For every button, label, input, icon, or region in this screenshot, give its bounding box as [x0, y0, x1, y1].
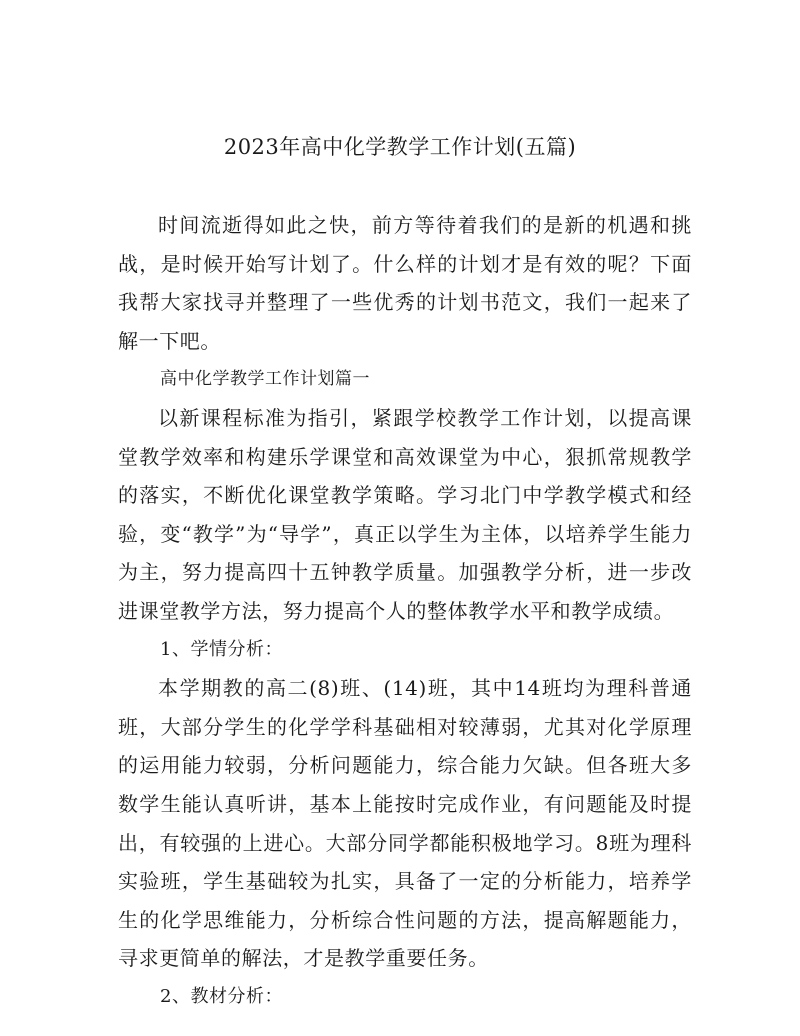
section-1-heading: 1、学情分析： [160, 638, 283, 660]
intro-paragraph: 时间流逝得如此之快，前方等待着我们的是新的机遇和挑战，是时候开始写计划了。什么样的计划才是有效的呢？下面我帮大家找寻并整理了一些优秀的计划书范文，我们一起来了解一下吧。 [118, 213, 692, 353]
plan-heading: 高中化学教学工作计划篇一 [160, 369, 370, 390]
document-body [118, 206, 692, 1016]
section-1-paragraph: 本学期教的高二(8)班、(14)班，其中14班均为理科普通班，大部分学生的化学学科基础相对较薄弱，尤其对化学原理的运用能力较弱，分析问题能力，综合能力欠缺。但各班大多数学生能认真听讲，基本上能按时完成作业，有问题能及时提出，有较强的上进心。大部分同学都能积极地学习。8班为理科实验班，学生基础较为扎实，具备了一定的分析能力，培养学生的化学思维能力，分析综合性问题的方法，提高解题能力，寻求更简单的解法，才是教学重要任务。 [118, 676, 692, 971]
plan-paragraph: 以新课程标准为指引，紧跟学校教学工作计划，以提高课堂教学效率和构建乐学课堂和高效课堂为中心，狠抓常规教学的落实，不断优化课堂教学策略。学习北门中学教学模式和经验，变“教学”为“导学”，真正以学生为主体，以培养学生能力为主，努力提高四十五钟教学质量。加强教学分析，进一步改进课堂教学方法，努力提高个人的整体教学水平和教学成绩。 [118, 405, 692, 623]
document-title: 2023年高中化学教学工作计划(五篇) [223, 135, 577, 159]
section-2-heading: 2、教材分析： [160, 985, 283, 1007]
